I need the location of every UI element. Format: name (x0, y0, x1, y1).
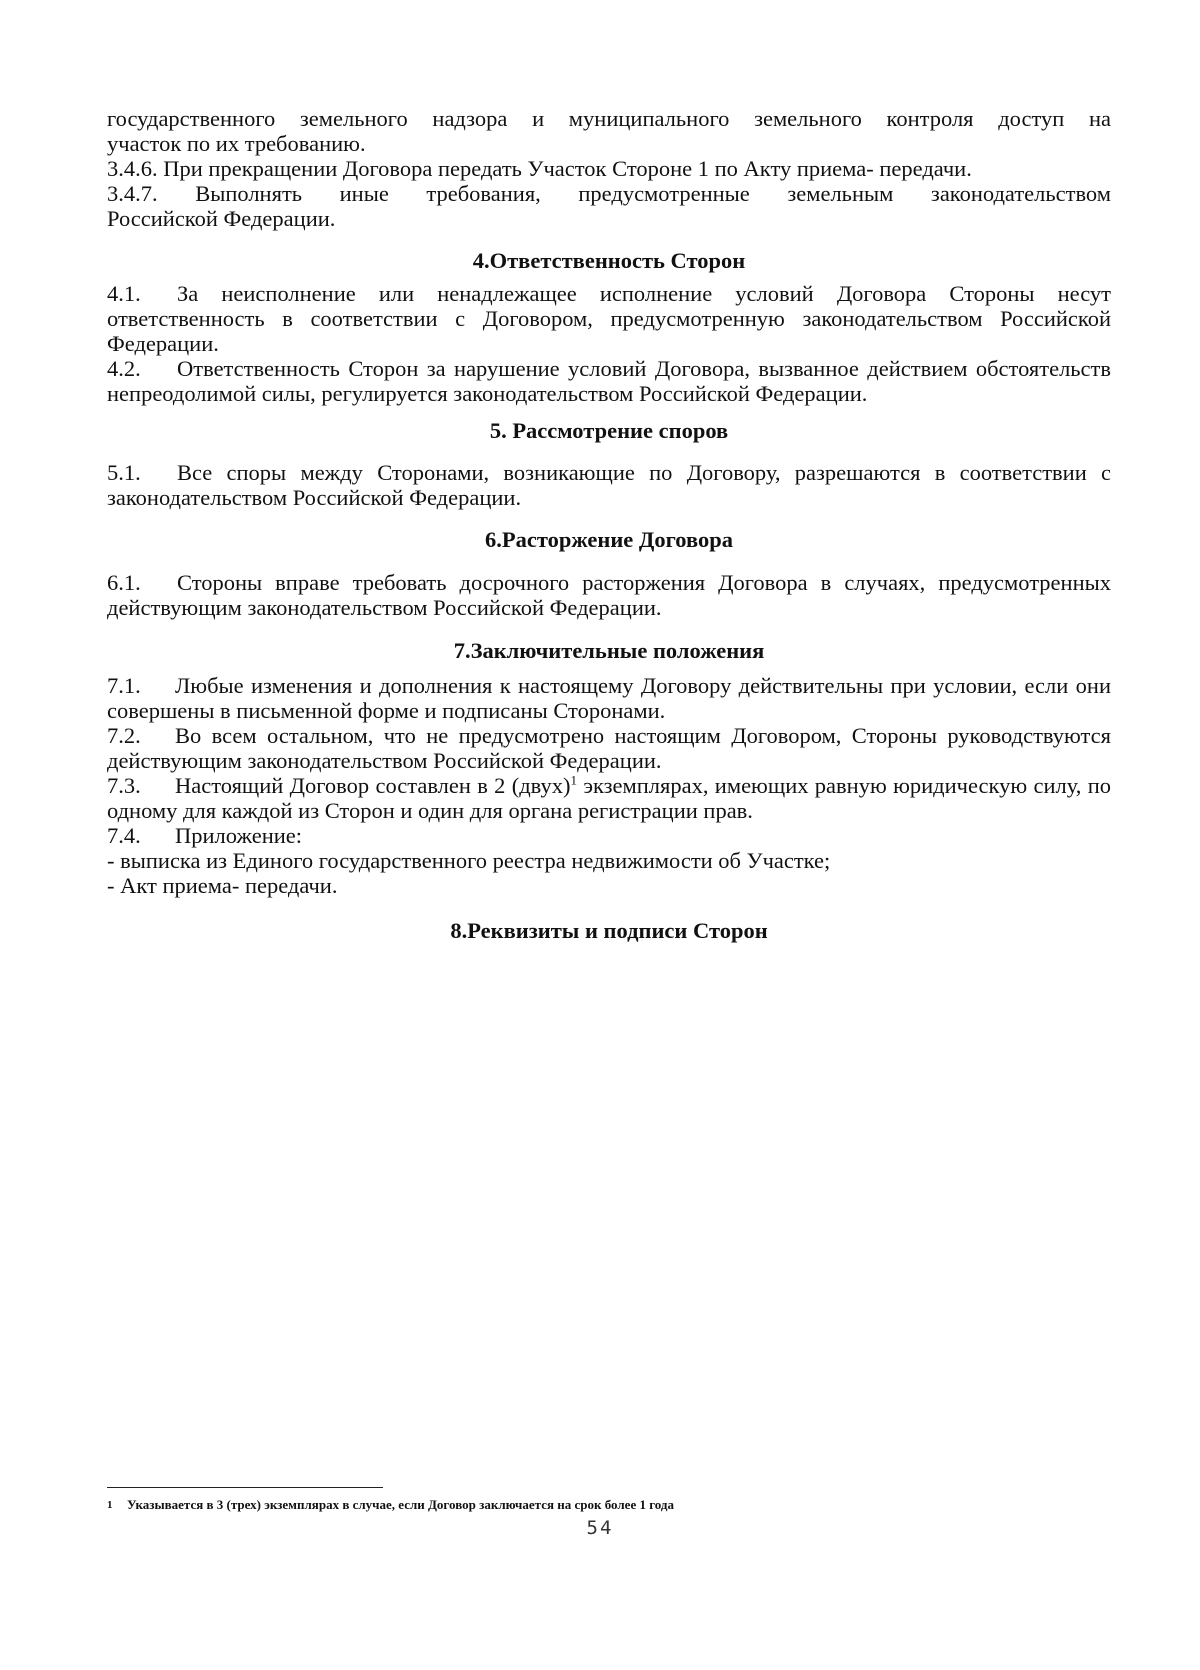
appendix-item: - Акт приема- передачи. (107, 873, 338, 898)
clause-text-continued: экземплярах, имеющих равную юридическую силу, по одному для каждой из Сторон и один для органа регистрации прав. (107, 773, 1111, 823)
clause-3-4-6: 3.4.6. При прекращении Договора передать Участок Стороне 1 по Акту приема- передачи. (107, 156, 972, 181)
clause-text: Все споры между Сторонами, возникающие по Договору, разрешаются в соответствии с законодательством Российской Федерации. (107, 460, 1111, 510)
clause-7-1 (107, 673, 1111, 723)
clause-text: Во всем остальном, что не предусмотрено настоящим Договором, Стороны руководствуются действующим законодательством Российской Федерации. (107, 723, 1111, 773)
clause-text: За неисполнение или ненадлежащее исполнение условий Договора Стороны несут ответственность в соответствии с Договором, предусмотренную законодательством Российской Федерации. (107, 281, 1111, 356)
clause-number: 7.3. (107, 773, 141, 798)
clause-number: 4.2. (107, 356, 141, 381)
clause-4-1 (107, 281, 1111, 356)
clause-7-3 (107, 773, 1111, 823)
clause-text: Любые изменения и дополнения к настоящему Договору действительны при условии, если они совершены в письменной форме и подписаны Сторонами. (107, 673, 1111, 723)
clause-number: 4.1. (107, 281, 141, 306)
footnote (107, 1497, 674, 1513)
section-8-title: 8.Реквизиты и подписи Сторон (450, 918, 768, 943)
clause-text: Стороны вправе требовать досрочного расторжения Договора в случаях, предусмотренных действующим законодательством Российской Федерации. (107, 570, 1111, 620)
continuation-line-1: государственного земельного надзора и муниципального земельного контроля доступ на (107, 106, 1111, 131)
clause-text: Настоящий Договор составлен в 2 (двух) (175, 773, 571, 798)
clause-4-2 (107, 356, 1111, 406)
clause-number: 7.4. (107, 823, 141, 848)
footnote-text: Указывается в 3 (трех) экземплярах в случае, если Договор заключается на срок более 1 года (127, 1497, 675, 1512)
footnote-mark: 1 (107, 1499, 113, 1511)
clause-number: 6.1. (107, 570, 141, 595)
clause-5-1 (107, 460, 1111, 510)
footnote-reference[interactable]: 1 (570, 772, 578, 788)
clause-7-4 (107, 823, 1111, 848)
appendix-item: - выписка из Единого государственного реестра недвижимости об Участке; (107, 848, 831, 873)
clause-number: 7.2. (107, 723, 141, 748)
continuation-line-2: участок по их требованию. (107, 131, 366, 156)
clause-text: Ответственность Сторон за нарушение условий Договора, вызванное действием обстоятельств непреодолимой силы, регулируется законодательством Российской Федерации. (107, 356, 1111, 406)
section-5-title: 5. Рассмотрение споров (489, 418, 729, 443)
clause-3-4-7-line-1: 3.4.7. Выполнять иные требования, предусмотренные земельным законодательством (107, 181, 1111, 206)
clause-text: Приложение: (175, 823, 303, 848)
footnote-divider (107, 1487, 383, 1488)
page-number: 54 (586, 1517, 614, 1539)
clause-number: 7.1. (107, 673, 141, 698)
section-6-title: 6.Расторжение Договора (484, 527, 733, 552)
clause-6-1 (107, 570, 1111, 620)
section-4-title: 4.Ответственность Сторон (472, 248, 746, 273)
document-body (107, 106, 1111, 943)
clause-3-4-7-line-2: Российской Федерации. (107, 206, 336, 231)
clause-7-2 (107, 723, 1111, 773)
clause-number: 5.1. (107, 460, 141, 485)
section-7-title: 7.Заключительные положения (453, 638, 765, 663)
